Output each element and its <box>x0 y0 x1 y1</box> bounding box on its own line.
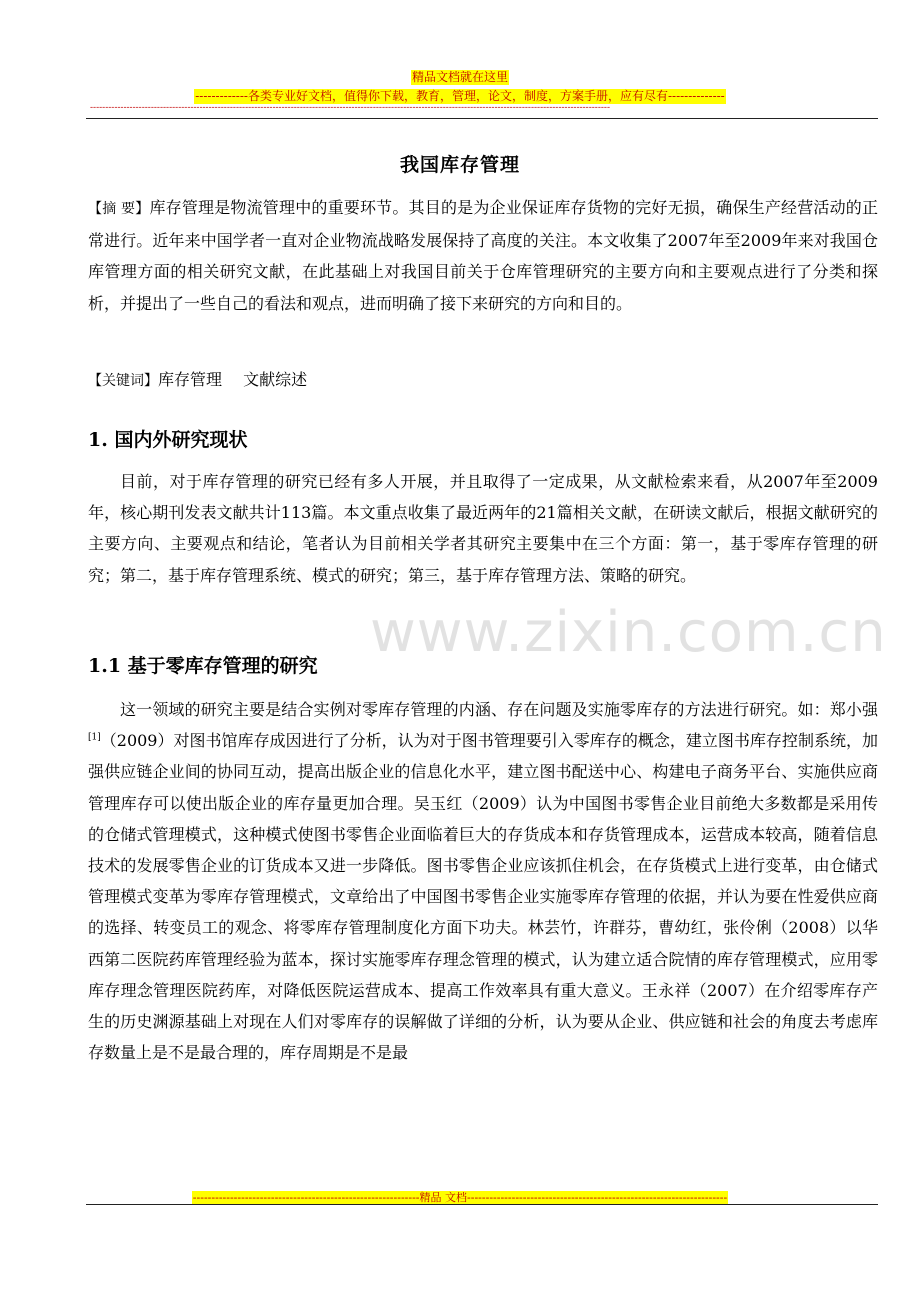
section-1-body <box>88 466 878 591</box>
header-top-banner <box>0 66 920 85</box>
abstract <box>88 192 878 319</box>
section-1-1-text-a: 这一领域的研究主要是结合实例对零库存管理的内涵、存在问题及实施零库存的方法进行研究。如：郑小强 <box>120 700 878 719</box>
keywords-text: 库存管理 文献综述 <box>158 370 308 389</box>
sub-banner-text: -------------各类专业好文档，值得你下载，教育，管理，论文，制度，方案手册，应有尽有-------------- <box>195 89 725 103</box>
header-sub-banner <box>0 85 920 104</box>
section-1-heading: 1. 国内外研究现状 <box>88 429 248 451</box>
footer-rule <box>86 1204 878 1205</box>
section-1-1-paragraph <box>88 694 878 1068</box>
header-rule <box>86 118 878 119</box>
abstract-tag: 【摘 要】 <box>88 201 150 217</box>
document-title: 我国库存管理 <box>399 154 520 176</box>
citation-ref: [1] <box>88 732 101 743</box>
section-1-1-body <box>88 694 878 1068</box>
keywords-tag: 【关键词】 <box>88 373 158 389</box>
abstract-text: 库存管理是物流管理中的重要环节。其目的是为企业保证库存货物的完好无损，确保生产经营活动的正常进行。近年来中国学者一直对企业物流战略发展保持了高度的关注。本文收集了2007年至2009年来对我国仓库管理方面的相关研究文献，在此基础上对我国目前关于仓库管理研究的主要方向和主要观点进行了分类和探析，并提出了一些自己的看法和观点，进而明确了接下来研究的方向和目的。 <box>88 198 878 313</box>
section-1-1-text-b: （2009）对图书馆库存成因进行了分析，认为对于图书管理要引入零库存的概念，建立图书库存控制系统，加强供应链企业间的协同互动，提高出版企业的信息化水平，建立图书配送中心、构建电子商务平台、实施供应商管理库存可以使出版企业的库存量更加合理。吴玉红（2009）认为中国图书零售企业目前绝大多数都是采用传的仓储式管理模式，这种模式使图书零售企业面临着巨大的存货成本和存货管理成本，运营成本较高，随着信息技术的发展零售企业的订货成本又进一步降低。图书零售企业应该抓住机会，在存货模式上进行变革，由仓储式管理模式变革为零库存管理模式，文章给出了中国图书零售企业实施零库存管理的依据，并认为要在性爱供应商的选择、转变员工的观念、将零库存管理制度化方面下功夫。林芸竹，许群芬，曹幼红，张伶俐（2008）以华西第二医院药库管理经验为蓝本，探讨实施零库存理念管理的模式，认为建立适合院情的库存管理模式，应用零库存理念管理医院药库，对降低医院运营成本、提高工作效率具有重大意义。王永祥（2007）在介绍零库存产生的历史渊源基础上对现在人们对零库存的误解做了详细的分析，认为要从企业、供应链和社会的角度去考虑库存数量上是不是最合理的，库存周期是不是最 <box>88 731 878 1063</box>
section-1-1-heading: 1.1 基于零库存管理的研究 <box>88 655 318 677</box>
top-banner-text: 精品文档就在这里 <box>411 70 508 84</box>
watermark: www.zixin.com.cn <box>370 600 887 665</box>
footer-banner <box>0 1186 920 1205</box>
section-1-paragraph: 目前，对于库存管理的研究已经有多人开展，并且取得了一定成果，从文献检索来看，从2007年至2009年，核心期刊发表文献共计113篇。本文重点收集了最近两年的21篇相关文献，在研读文献后，根据文献研究的主要方向、主要观点和结论，笔者认为目前相关学者其研究主要集中在三个方面：第一，基于零库存管理的研究；第二，基于库存管理系统、模式的研究；第三，基于库存管理方法、策略的研究。 <box>88 472 878 585</box>
header-dash-line: --------------------------------------------------------------------------------------------------------------------------------------------------------------------------- <box>90 103 611 113</box>
keywords <box>88 368 878 393</box>
footer-banner-text: -------------------------------------------------------------精品 文档---------------------------------------------------------------------- <box>192 1191 728 1204</box>
